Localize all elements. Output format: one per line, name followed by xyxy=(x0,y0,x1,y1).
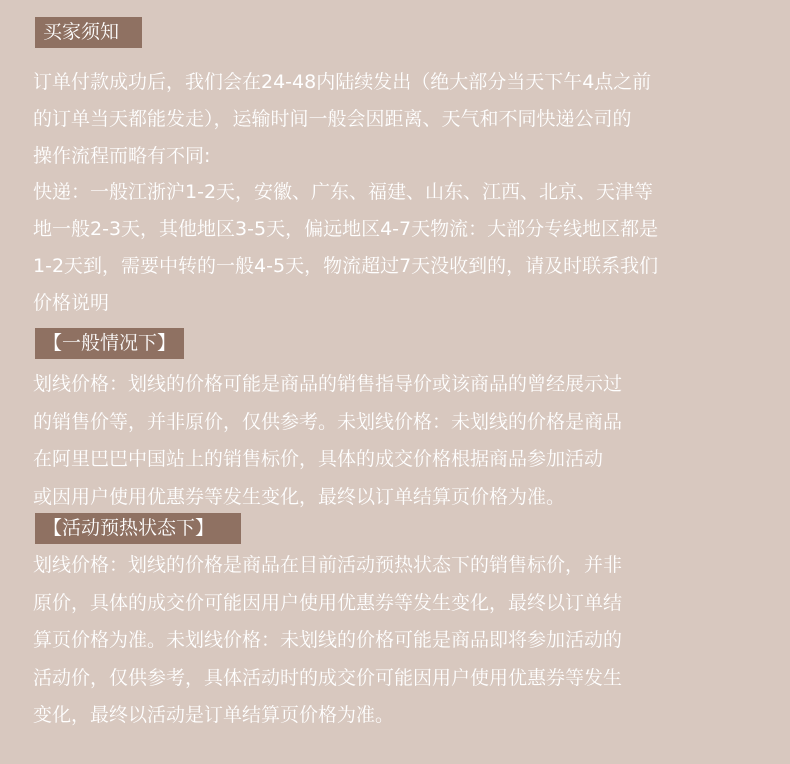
text-line: 的订单当天都能发走），运输时间一般会因距离、天气和不同快递公司的 xyxy=(33,107,632,130)
text-line: 快递：一般江浙沪1-2天，安徽、广东、福建、山东、江西、北京、天津等 xyxy=(33,181,654,204)
general-case-heading: 【一般情况下】 xyxy=(35,328,184,359)
text-line: 地一般2-3天，其他地区3-5天，偏远地区4-7天物流：大部分专线地区都是 xyxy=(33,218,659,241)
text-line: 价格说明 xyxy=(33,291,110,314)
text-line: 算页价格为准。未划线价格：未划线的价格可能是商品即将参加活动的 xyxy=(33,629,623,651)
text-line: 划线价格：划线的价格可能是商品的销售指导价或该商品的曾经展示过 xyxy=(33,373,623,395)
text-line: 1-2天到，需要中转的一般4-5天，物流超过7天没收到的，请及时联系我们 xyxy=(33,254,659,277)
text-line: 的销售价等，并非原价，仅供参考。未划线价格：未划线的价格是商品 xyxy=(33,410,623,433)
preheat-activity-heading: 【活动预热状态下】 xyxy=(35,513,241,544)
preheat-activity-paragraph xyxy=(33,547,622,735)
buyer-notice-heading: 买家须知 xyxy=(35,17,142,48)
buyer-notice-paragraph xyxy=(33,64,658,322)
text-line: 原价，具体的成交价可能因用户使用优惠券等发生变化，最终以订单结 xyxy=(33,591,623,614)
text-line: 划线价格：划线的价格是商品在目前活动预热状态下的销售标价，并非 xyxy=(33,554,623,576)
general-case-paragraph xyxy=(33,366,622,516)
text-line: 或因用户使用优惠券等发生变化，最终以订单结算页价格为准。 xyxy=(33,485,566,508)
text-line: 变化，最终以活动是订单结算页价格为准。 xyxy=(33,704,395,726)
text-line: 在阿里巴巴中国站上的销售标价，具体的成交价格根据商品参加活动 xyxy=(33,448,604,470)
text-line: 操作流程而略有不同: xyxy=(33,144,211,167)
text-line: 活动价，仅供参考，具体活动时的成交价可能因用户使用优惠券等发生 xyxy=(33,666,623,689)
text-line: 订单付款成功后，我们会在24-48内陆续发出（绝大部分当天下午4点之前 xyxy=(33,71,652,93)
